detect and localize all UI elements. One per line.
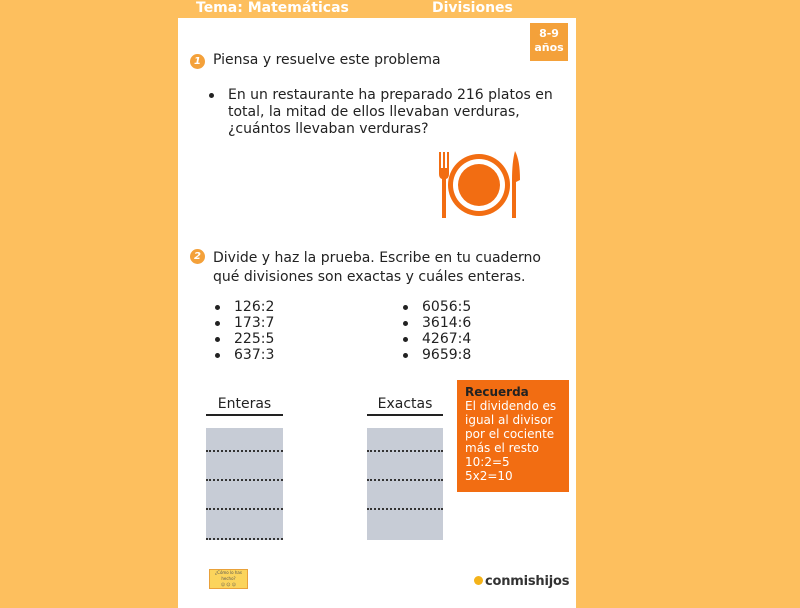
division-item: 6056:5 — [400, 299, 471, 315]
exercise-1-problem-list — [206, 87, 558, 138]
exactas-line — [367, 450, 443, 452]
exercise-1-title: Piensa y resuelve este problema — [213, 52, 441, 68]
smiley-faces-icon: ☺ ☺ ☺ — [220, 582, 237, 587]
division-item: 225:5 — [212, 331, 274, 347]
remember-title: Recuerda — [465, 385, 529, 399]
brand-name: conmishijos — [485, 574, 570, 589]
division-item: 126:2 — [212, 299, 274, 315]
self-assessment-label: ¿Cómo lo has hecho? — [215, 570, 242, 581]
remember-line: 10:2=5 — [465, 455, 510, 469]
age-badge-unit: años — [534, 41, 564, 54]
enteras-line — [206, 479, 283, 481]
age-badge — [530, 23, 568, 61]
division-item: 9659:8 — [400, 347, 471, 363]
self-assessment-badge — [209, 569, 248, 589]
enteras-answer-box[interactable] — [206, 428, 283, 540]
enteras-line — [206, 508, 283, 510]
division-item: 4267:4 — [400, 331, 471, 347]
division-item: 3614:6 — [400, 315, 471, 331]
smile-logo-icon — [474, 576, 483, 585]
remember-line: 5x2=10 — [465, 469, 513, 483]
division-item: 173:7 — [212, 315, 274, 331]
remember-line: igual al divisor — [465, 413, 553, 427]
exactas-line — [367, 508, 443, 510]
division-list-left — [212, 299, 274, 363]
enteras-underline — [206, 414, 283, 416]
header-subject: Divisiones — [432, 0, 513, 16]
remember-line: por el cociente — [465, 427, 555, 441]
exactas-answer-box[interactable] — [367, 428, 443, 540]
remember-line: más el resto — [465, 441, 539, 455]
remember-line: El dividendo es — [465, 399, 557, 413]
exactas-line — [367, 479, 443, 481]
exercise-2-title: Divide y haz la prueba. Escribe en tu cuaderno qué divisiones son exactas y cuáles enteras. — [213, 250, 541, 285]
division-item: 637:3 — [212, 347, 274, 363]
exercise-1-problem: En un restaurante ha preparado 216 platos en total, la mitad de ellos llevaban verduras, ¿cuántos llevaban verduras? — [206, 87, 558, 138]
exactas-column-title: Exactas — [377, 396, 433, 412]
brand-logo — [474, 574, 569, 589]
exercise-1-number: 1 — [190, 54, 205, 69]
enteras-line — [206, 538, 283, 540]
age-badge-range: 8-9 — [539, 27, 559, 40]
enteras-column-title: Enteras — [217, 396, 272, 412]
division-list-right — [400, 299, 471, 363]
remember-box — [457, 380, 569, 492]
header-topic: Tema: Matemáticas — [196, 0, 349, 16]
enteras-line — [206, 450, 283, 452]
plate-icon — [436, 150, 522, 220]
exactas-underline — [367, 414, 443, 416]
exercise-2-number: 2 — [190, 249, 205, 264]
